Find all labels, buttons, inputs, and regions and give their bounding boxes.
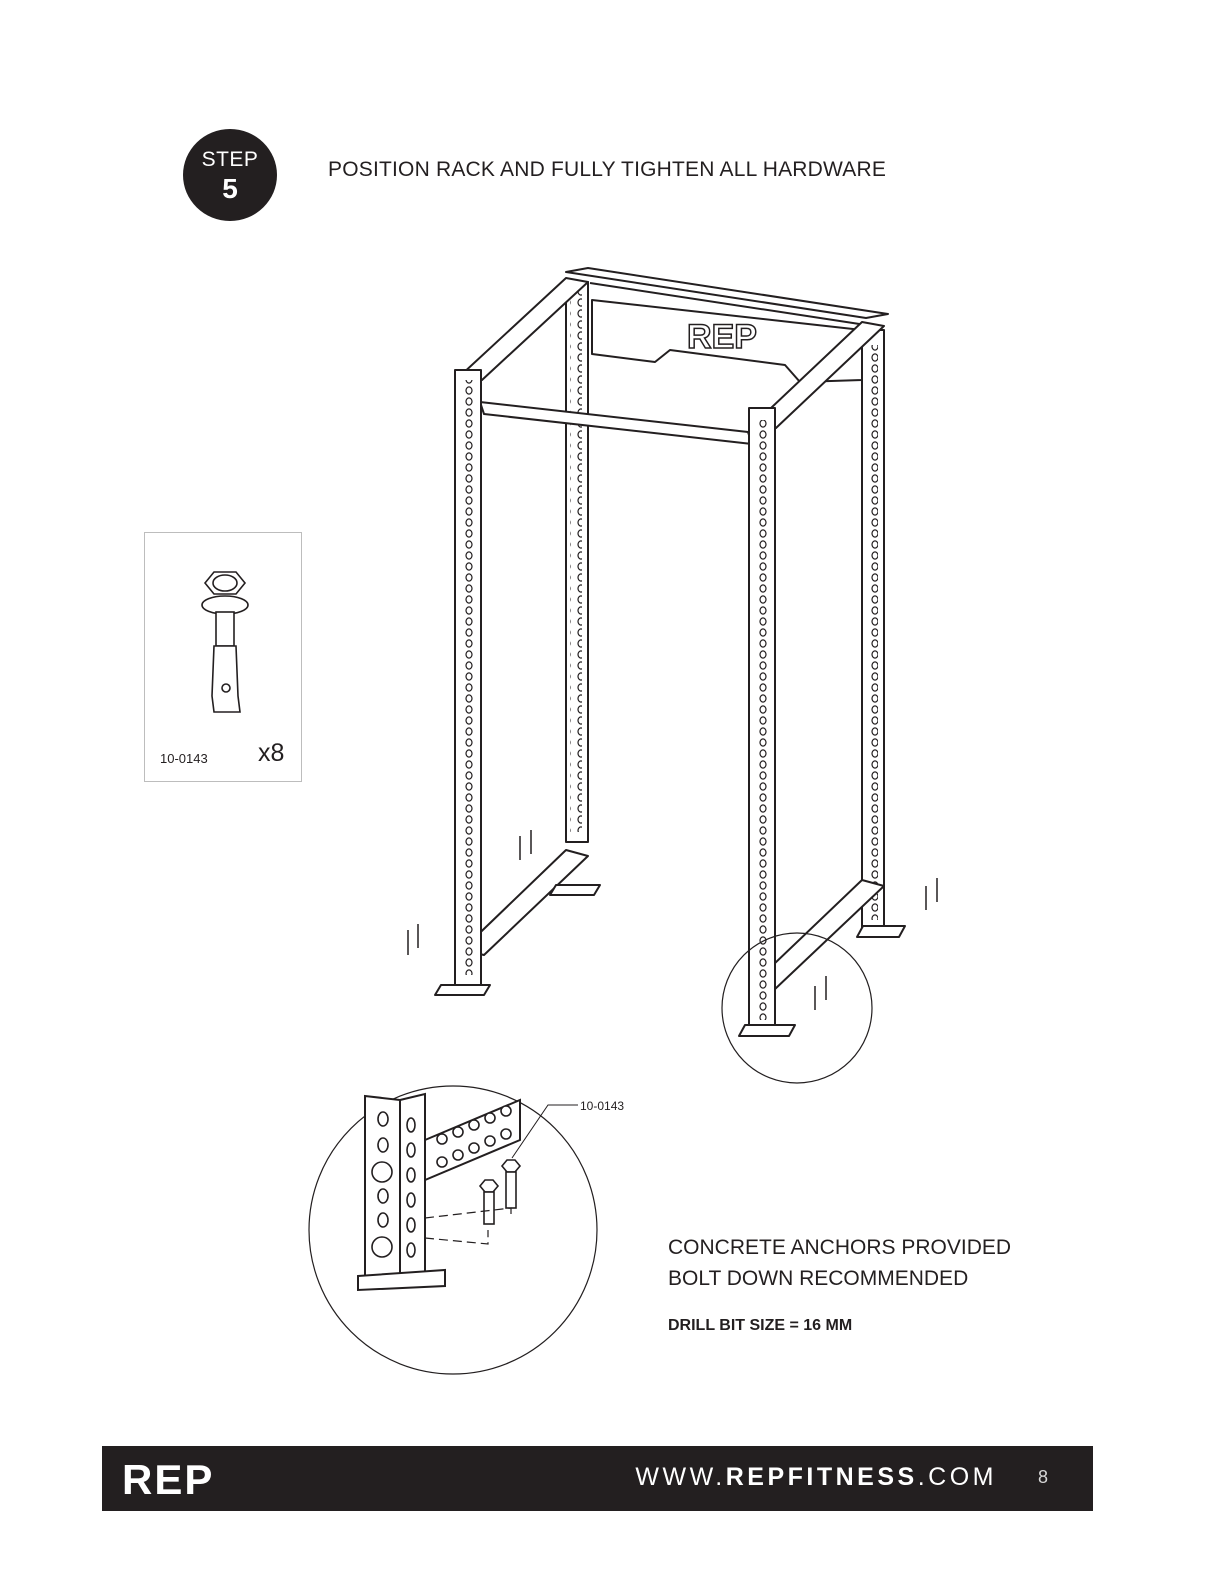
website-suffix: .COM bbox=[917, 1463, 997, 1491]
website-url[interactable] bbox=[635, 1463, 997, 1492]
plate-logo: REP bbox=[687, 318, 757, 356]
note-bolt-down: BOLT DOWN RECOMMENDED bbox=[668, 1267, 969, 1290]
installation-notes bbox=[668, 1232, 1011, 1294]
website-prefix: WWW. bbox=[635, 1463, 726, 1491]
drill-bit-note: DRILL BIT SIZE = 16 MM bbox=[668, 1317, 853, 1334]
rep-logo-text: REP bbox=[122, 1460, 215, 1500]
page-number: 8 bbox=[1037, 1467, 1048, 1487]
step-title: POSITION RACK AND FULLY TIGHTEN ALL HARDWARE bbox=[328, 158, 887, 181]
website-brand: REPFITNESS bbox=[725, 1463, 918, 1491]
detail-callout-label: 10-0143 bbox=[580, 1099, 625, 1113]
step-label: STEP bbox=[201, 148, 259, 171]
hardware-box bbox=[144, 532, 302, 782]
footer-bar bbox=[102, 1446, 1093, 1511]
hardware-part-number: 10-0143 bbox=[160, 751, 208, 766]
hardware-quantity: x8 bbox=[258, 739, 285, 767]
rep-logo bbox=[122, 1460, 282, 1500]
note-anchors: CONCRETE ANCHORS PROVIDED bbox=[668, 1236, 1012, 1259]
step-number: 5 bbox=[222, 173, 238, 204]
